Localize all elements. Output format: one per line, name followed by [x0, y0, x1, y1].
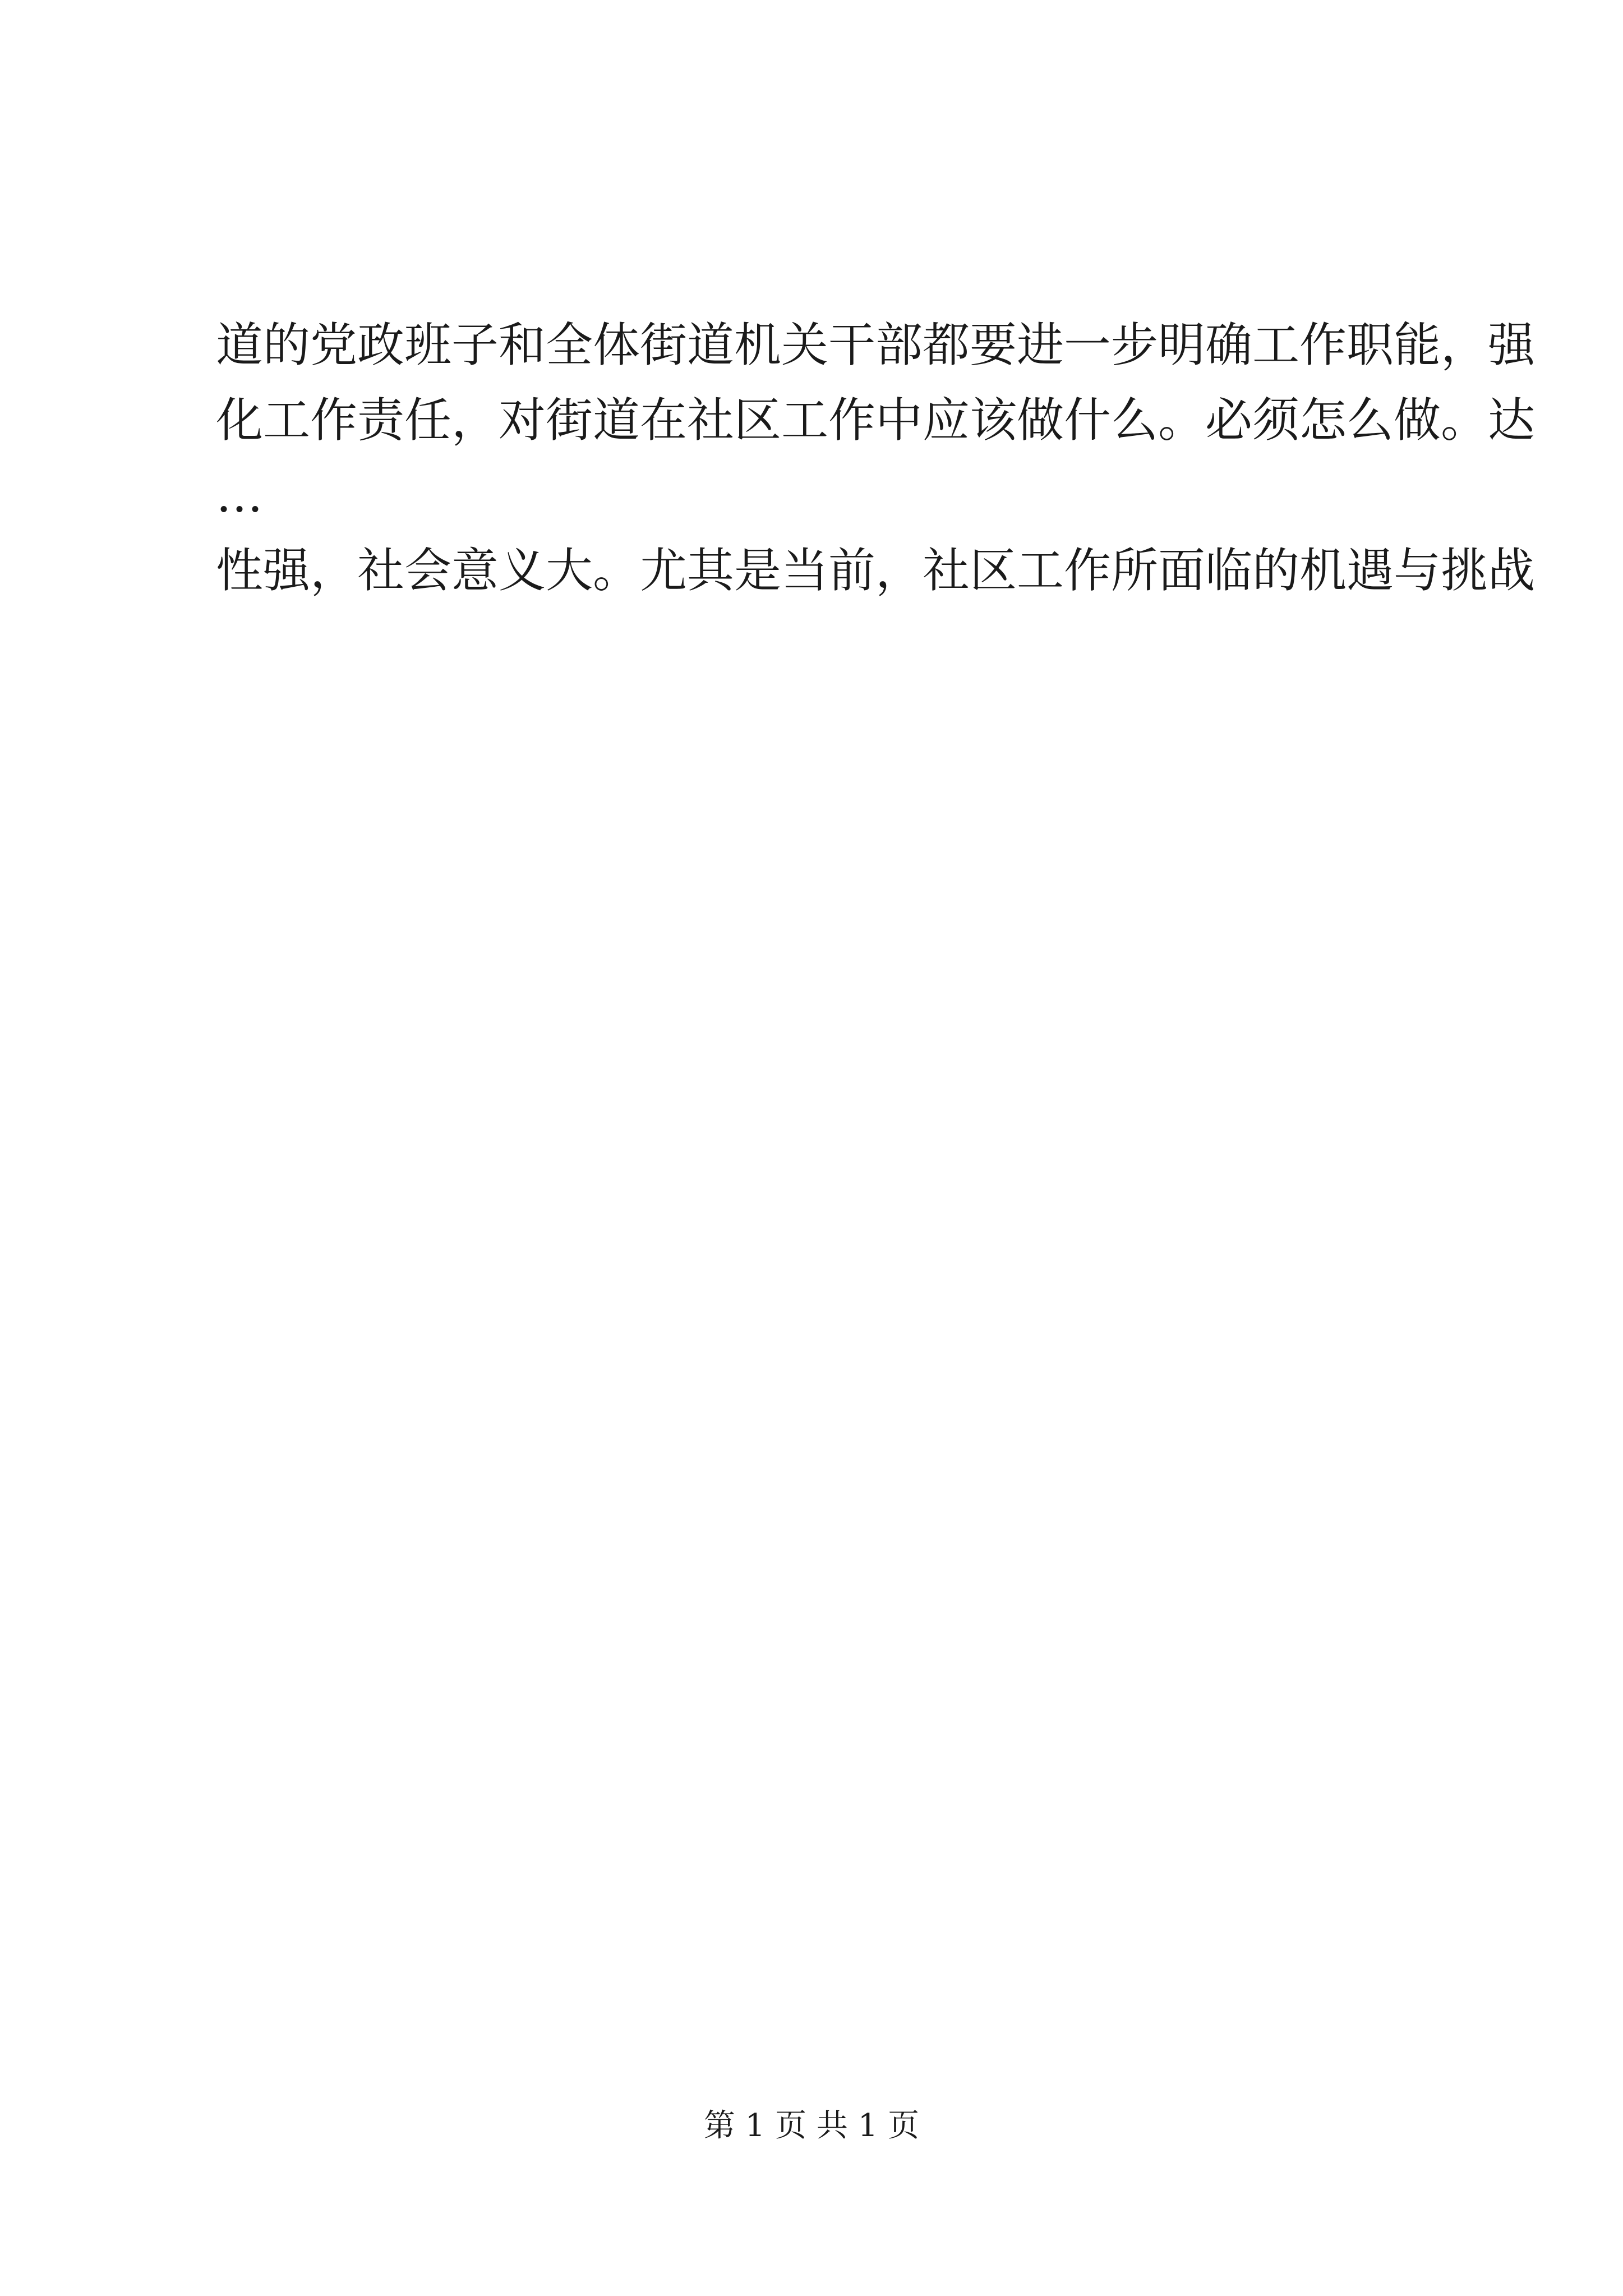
- text-line-1: 道的党政班子和全体街道机关干部都要进一步明确工作职能，强: [216, 318, 1536, 372]
- text-line-3: …: [216, 468, 263, 523]
- page-footer: 第 1 页 共 1 页: [703, 2108, 920, 2144]
- text-line-2: 化工作责任，对街道在社区工作中应该做什么。必须怎么做。达: [216, 393, 1536, 448]
- text-line-4: 性强，社会意义大。尤其是当前，社区工作所面临的机遇与挑战: [216, 543, 1536, 598]
